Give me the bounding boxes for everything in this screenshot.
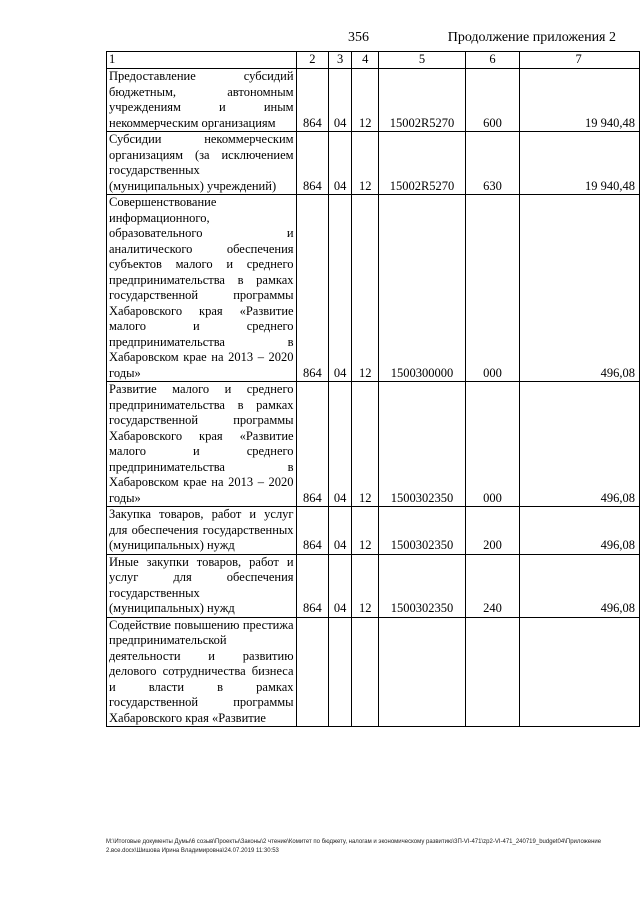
table-row	[107, 617, 640, 727]
amount-cell: 496,08	[520, 195, 640, 382]
table-row	[107, 507, 640, 555]
section-cell: 04	[329, 195, 352, 382]
table-row	[107, 554, 640, 617]
column-header: 2	[296, 52, 329, 69]
budget-table	[106, 51, 640, 727]
target-article-cell: 1500302350	[379, 507, 465, 555]
subsection-cell: 12	[352, 132, 379, 195]
target-article-cell: 15002R5270	[379, 132, 465, 195]
table-row	[107, 195, 640, 382]
target-article-cell: 1500302350	[379, 554, 465, 617]
column-header: 5	[379, 52, 465, 69]
column-header: 1	[107, 52, 297, 69]
target-article-cell: 1500302350	[379, 382, 465, 507]
table-row	[107, 132, 640, 195]
page-number: 356	[348, 30, 369, 45]
subsection-cell	[352, 617, 379, 727]
row-name-cell: Предоставление субсидий бюджетным, автономным учреждениям и иным некоммерческим организациям	[107, 69, 297, 132]
subsection-cell: 12	[352, 554, 379, 617]
expense-type-cell: 630	[465, 132, 520, 195]
target-article-cell	[379, 617, 465, 727]
document-path-footer: M:\Итоговые документы Думы\6 созыв\Проекты\Законы\2 чтение\Комитет по бюджету, налогам и экономическому развитию\3П-VI-471\zp2-VI-471_240719_budget04\Приложение 2.все.docx\Шишова Ирина Владимировна\24.07.2019 11:30:53	[106, 839, 602, 854]
expense-type-cell: 240	[465, 554, 520, 617]
admin-code-cell: 864	[296, 195, 329, 382]
column-header: 7	[520, 52, 640, 69]
subsection-cell: 12	[352, 69, 379, 132]
section-cell: 04	[329, 507, 352, 555]
amount-cell: 496,08	[520, 382, 640, 507]
target-article-cell: 1500300000	[379, 195, 465, 382]
amount-cell: 496,08	[520, 507, 640, 555]
admin-code-cell: 864	[296, 507, 329, 555]
admin-code-cell: 864	[296, 382, 329, 507]
expense-type-cell: 000	[465, 195, 520, 382]
row-name-cell: Содействие повышению престижа предпринимательской деятельности и развитию делового сотрудничества бизнеса и власти в рамках государственной программы Хабаровского края «Развитие	[107, 617, 297, 727]
target-article-cell: 15002R5270	[379, 69, 465, 132]
row-name-cell: Субсидии некоммерческим организациям (за исключением государственных (муниципальных) учреждений)	[107, 132, 297, 195]
admin-code-cell: 864	[296, 69, 329, 132]
row-name-cell: Развитие малого и среднего предпринимательства в рамках государственной программы Хабаровского края «Развитие малого и среднего предпринимательства в Хабаровском крае на 2013 – 2020 годы»	[107, 382, 297, 507]
row-name-cell: Закупка товаров, работ и услуг для обеспечения государственных (муниципальных) нужд	[107, 507, 297, 555]
column-header-row	[107, 52, 640, 69]
row-name-cell: Совершенствование информационного, образовательного и аналитического обеспечения субъектов малого и среднего предпринимательства в рамках государственной программы Хабаровского края «Развитие малого и среднего предпринимательства в Хабаровском крае на 2013 – 2020 годы»	[107, 195, 297, 382]
amount-cell: 496,08	[520, 554, 640, 617]
admin-code-cell: 864	[296, 132, 329, 195]
section-cell: 04	[329, 69, 352, 132]
column-header: 6	[465, 52, 520, 69]
section-cell: 04	[329, 554, 352, 617]
amount-cell	[520, 617, 640, 727]
section-cell: 04	[329, 132, 352, 195]
subsection-cell: 12	[352, 195, 379, 382]
expense-type-cell: 200	[465, 507, 520, 555]
table-row	[107, 69, 640, 132]
subsection-cell: 12	[352, 382, 379, 507]
column-header: 4	[352, 52, 379, 69]
subsection-cell: 12	[352, 507, 379, 555]
admin-code-cell: 864	[296, 554, 329, 617]
table-row	[107, 382, 640, 507]
section-cell	[329, 617, 352, 727]
expense-type-cell	[465, 617, 520, 727]
expense-type-cell: 600	[465, 69, 520, 132]
amount-cell: 19 940,48	[520, 132, 640, 195]
column-header: 3	[329, 52, 352, 69]
expense-type-cell: 000	[465, 382, 520, 507]
row-name-cell: Иные закупки товаров, работ и услуг для обеспечения государственных (муниципальных) нужд	[107, 554, 297, 617]
admin-code-cell	[296, 617, 329, 727]
continuation-label: Продолжение приложения 2	[447, 30, 616, 45]
amount-cell: 19 940,48	[520, 69, 640, 132]
section-cell: 04	[329, 382, 352, 507]
